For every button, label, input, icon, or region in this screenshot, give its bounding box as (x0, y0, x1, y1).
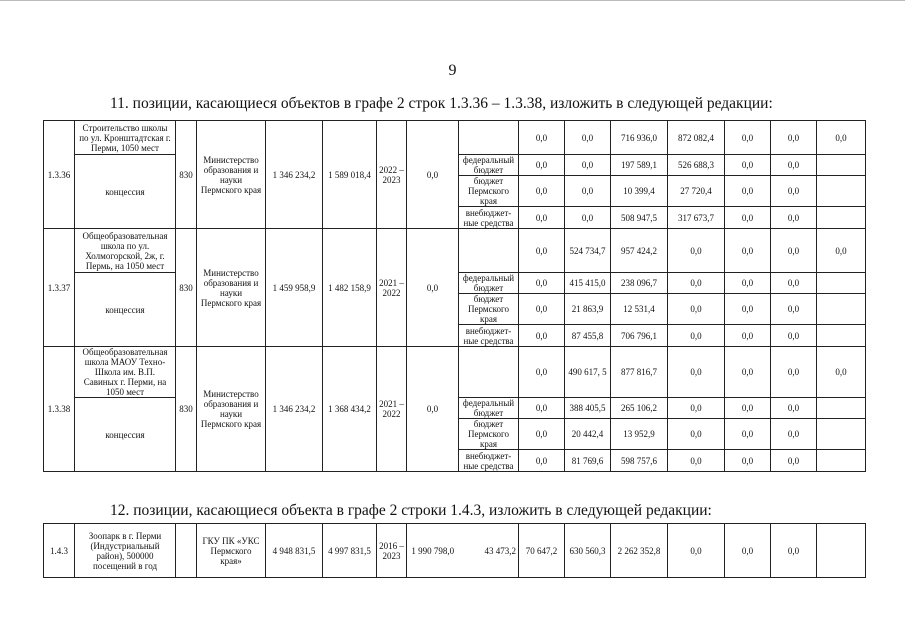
total-value-cell: 0,0 (771, 229, 817, 273)
source-value-cell: 0,0 (771, 294, 817, 325)
source-cell (459, 121, 519, 155)
table-row (44, 229, 866, 273)
total-value-cell: 877 816,7 (611, 347, 668, 398)
total-value-cell: 957 424,2 (611, 229, 668, 273)
object-name: Строительство школы по ул. Кронштадтская г. Перми, 1050 мест (75, 121, 176, 155)
source-value-cell: 12 531,4 (611, 294, 668, 325)
ministry-cell: ГКУ ПК «УКС Пермского края» (197, 524, 266, 578)
period-cell: 2021 – 2022 (377, 229, 407, 347)
source-value-cell: 0,0 (519, 450, 565, 472)
object-name: Общеобразовательная школа по ул. Холмогорской, 2ж, г. Пермь, на 1050 мест (75, 229, 176, 273)
empty-cell (817, 398, 866, 419)
cost-cell: 1 346 234,2 (266, 347, 323, 472)
total-value-cell: 0,0 (668, 229, 725, 273)
period-cell: 2022 – 2023 (377, 121, 407, 229)
source-value-cell: 0,0 (771, 207, 817, 229)
total-value-cell: 0,0 (668, 347, 725, 398)
empty-cell (817, 450, 866, 472)
value-cell: 2 262 352,8 (611, 524, 668, 578)
source-value-cell: 706 796,1 (611, 325, 668, 347)
cost-cell: 1 346 234,2 (266, 121, 323, 229)
source-value-cell: 415 415,0 (565, 273, 611, 294)
source-value-cell: 598 757,6 (611, 450, 668, 472)
source-value-cell: 0,0 (565, 176, 611, 207)
source-value-cell: 10 399,4 (611, 176, 668, 207)
source-value-cell: 0,0 (725, 273, 771, 294)
source-value-cell: 0,0 (771, 176, 817, 207)
source-value-cell: 0,0 (771, 325, 817, 347)
total-value-cell: 0,0 (519, 229, 565, 273)
source-value-cell: 0,0 (668, 398, 725, 419)
value-cell: 0,0 (771, 524, 817, 578)
source-value-cell: 0,0 (519, 155, 565, 176)
empty-cell (817, 273, 866, 294)
source-value-cell: 0,0 (725, 176, 771, 207)
cost-cell: 1 368 434,2 (323, 347, 377, 472)
code-cell (176, 524, 197, 578)
total-value-cell: 0,0 (817, 121, 866, 155)
source-value-cell: 21 863,9 (565, 294, 611, 325)
code-cell: 830 (176, 121, 197, 229)
total-value-cell: 524 734,7 (565, 229, 611, 273)
value-cell: 43 473,2 (459, 524, 519, 578)
source-name: бюджет Пермского края (459, 294, 519, 325)
source-value-cell: 13 952,9 (611, 419, 668, 450)
ministry-cell: Министерство образования и науки Пермского края (197, 121, 266, 229)
total-value-cell: 0,0 (519, 121, 565, 155)
cost-cell: 4 948 831,5 (266, 524, 323, 578)
total-value-cell: 0,0 (725, 347, 771, 398)
source-value-cell: 0,0 (519, 419, 565, 450)
ministry-cell: Министерство образования и науки Пермского края (197, 229, 266, 347)
source-value-cell: 20 442,4 (565, 419, 611, 450)
total-value-cell: 0,0 (519, 347, 565, 398)
concession-label: концессия (75, 398, 176, 472)
source-value-cell: 508 947,5 (611, 207, 668, 229)
empty-cell (817, 155, 866, 176)
object-name: Общеобразовательная школа МАОУ Техно-Школа им. В.П. Савиных г. Перми, на 1050 мест (75, 347, 176, 398)
concession-label: концессия (75, 273, 176, 347)
source-value-cell: 0,0 (771, 273, 817, 294)
source-name: внебюджет-ные средства (459, 325, 519, 347)
source-name: федеральный бюджет (459, 398, 519, 419)
total-value-cell: 872 082,4 (668, 121, 725, 155)
source-name: бюджет Пермского края (459, 419, 519, 450)
row-id: 1.4.3 (44, 524, 75, 578)
source-value-cell: 197 589,1 (611, 155, 668, 176)
source-name: федеральный бюджет (459, 155, 519, 176)
source-value-cell: 0,0 (725, 294, 771, 325)
table-row (44, 347, 866, 398)
source-value-cell: 87 455,8 (565, 325, 611, 347)
source-value-cell: 0,0 (565, 155, 611, 176)
objects-table-1-4 (43, 523, 866, 578)
value-cell: 0,0 (668, 524, 725, 578)
source-value-cell: 0,0 (519, 398, 565, 419)
source-value-cell: 0,0 (668, 273, 725, 294)
source-value-cell: 0,0 (519, 176, 565, 207)
code-cell: 830 (176, 347, 197, 472)
source-value-cell: 0,0 (771, 450, 817, 472)
concession-label: концессия (75, 155, 176, 229)
value-cell: 70 647,2 (519, 524, 565, 578)
empty-cell (817, 325, 866, 347)
source-value-cell: 0,0 (519, 294, 565, 325)
empty-cell (817, 419, 866, 450)
source-value-cell: 27 720,4 (668, 176, 725, 207)
source-value-cell: 0,0 (519, 325, 565, 347)
source-value-cell: 0,0 (668, 419, 725, 450)
source-name: федеральный бюджет (459, 273, 519, 294)
row-id: 1.3.38 (44, 347, 75, 472)
prev-cell: 0,0 (407, 347, 459, 472)
empty-cell (817, 176, 866, 207)
source-name: бюджет Пермского края (459, 176, 519, 207)
total-value-cell: 0,0 (565, 121, 611, 155)
source-value-cell: 0,0 (725, 450, 771, 472)
source-name: внебюджет-ные средства (459, 207, 519, 229)
total-value-cell: 0,0 (817, 347, 866, 398)
total-value-cell: 0,0 (725, 229, 771, 273)
source-value-cell: 0,0 (519, 273, 565, 294)
source-value-cell: 388 405,5 (565, 398, 611, 419)
source-cell (459, 347, 519, 398)
heading-item-12: 12. позиции, касающиеся объекта в графе 2 строки 1.4.3, изложить в следующей редакции: (110, 502, 712, 519)
total-value-cell: 716 936,0 (611, 121, 668, 155)
total-value-cell: 0,0 (817, 229, 866, 273)
row-id: 1.3.36 (44, 121, 75, 229)
source-value-cell: 0,0 (725, 419, 771, 450)
source-value-cell: 0,0 (771, 419, 817, 450)
table-row (44, 121, 866, 155)
prev-cell: 1 990 798,0 (407, 524, 459, 578)
empty-cell (817, 294, 866, 325)
source-cell (459, 229, 519, 273)
total-value-cell: 0,0 (771, 347, 817, 398)
total-value-cell: 490 617, 5 (565, 347, 611, 398)
code-cell: 830 (176, 229, 197, 347)
source-value-cell: 238 096,7 (611, 273, 668, 294)
source-value-cell: 81 769,6 (565, 450, 611, 472)
ministry-cell: Министерство образования и науки Пермского края (197, 347, 266, 472)
cost-cell: 1 589 018,4 (323, 121, 377, 229)
cost-cell: 1 482 158,9 (323, 229, 377, 347)
source-name: внебюджет-ные средства (459, 450, 519, 472)
period-cell: 2021 – 2022 (377, 347, 407, 472)
source-value-cell: 526 688,3 (668, 155, 725, 176)
source-value-cell: 0,0 (565, 207, 611, 229)
empty-cell (817, 524, 866, 578)
source-value-cell: 0,0 (725, 155, 771, 176)
row-id: 1.3.37 (44, 229, 75, 347)
total-value-cell: 0,0 (725, 121, 771, 155)
total-value-cell: 0,0 (771, 121, 817, 155)
cost-cell: 1 459 958,9 (266, 229, 323, 347)
heading-item-11: 11. позиции, касающиеся объектов в графе 2 строк 1.3.36 – 1.3.38, изложить в следующей редакции: (110, 95, 773, 112)
object-name: Зоопарк в г. Перми (Индустриальный район), 500000 посещений в год (75, 524, 176, 578)
source-value-cell: 0,0 (771, 155, 817, 176)
source-value-cell: 0,0 (668, 450, 725, 472)
period-cell: 2016 – 2023 (377, 524, 407, 578)
prev-cell: 0,0 (407, 121, 459, 229)
source-value-cell: 317 673,7 (668, 207, 725, 229)
top-rule (0, 0, 905, 1)
source-value-cell: 0,0 (771, 398, 817, 419)
cost-cell: 4 997 831,5 (323, 524, 377, 578)
source-value-cell: 0,0 (519, 207, 565, 229)
source-value-cell: 0,0 (725, 207, 771, 229)
page-number: 9 (448, 62, 457, 79)
value-cell: 630 560,3 (565, 524, 611, 578)
empty-cell (817, 207, 866, 229)
source-value-cell: 0,0 (668, 294, 725, 325)
objects-table-1-3 (43, 120, 866, 472)
source-value-cell: 265 106,2 (611, 398, 668, 419)
source-value-cell: 0,0 (668, 325, 725, 347)
value-cell: 0,0 (725, 524, 771, 578)
prev-cell: 0,0 (407, 229, 459, 347)
source-value-cell: 0,0 (725, 398, 771, 419)
table-row (44, 524, 866, 578)
source-value-cell: 0,0 (725, 325, 771, 347)
